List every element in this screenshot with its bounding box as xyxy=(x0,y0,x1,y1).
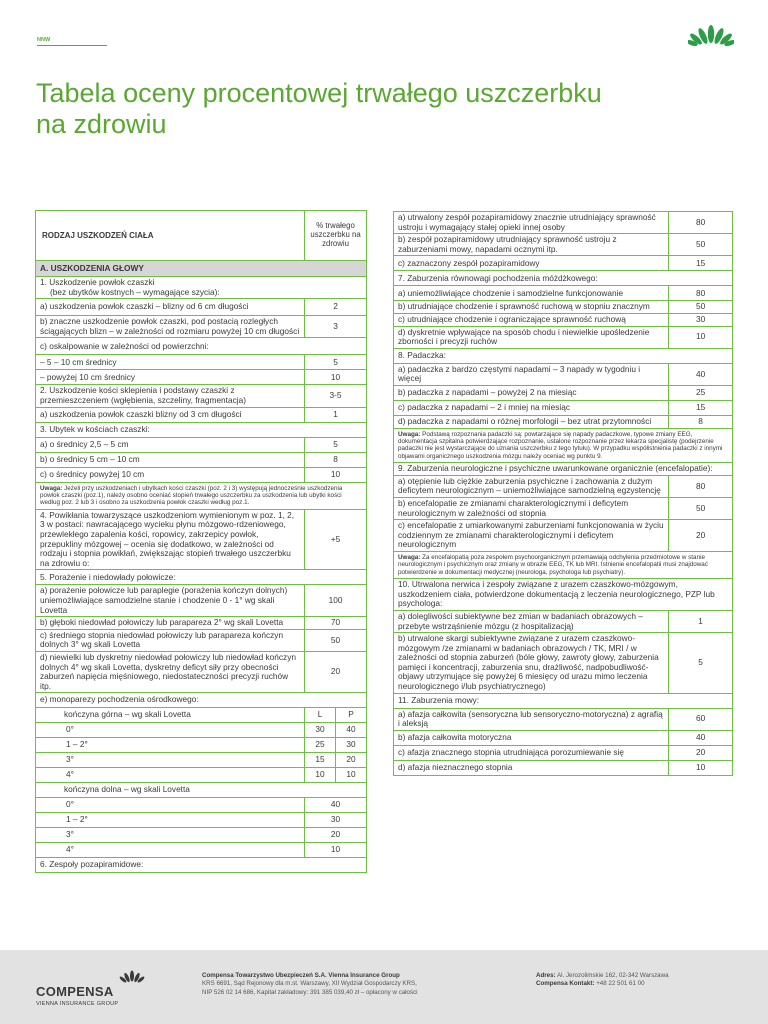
row-label: – 5 – 10 cm średnicy xyxy=(36,355,305,370)
row-label: 5. Porażenie i niedowłady połowicze: xyxy=(36,570,367,585)
degree-label: 3° xyxy=(36,828,305,843)
row-label: 10. Utrwalona nerwica i zespoły związane z urazem czaszkowo-mózgowym, uszkodzeniem ciała, potwierdzone dokumentacją z leczenia neurologicznego, PZP lub psychologa: xyxy=(394,579,733,611)
table-row: 1. Uszkodzenie powłok czaszki (bez ubytków kostnych – wymagające szycia): xyxy=(36,277,367,299)
compensa-flower-icon xyxy=(118,970,146,984)
section-heading: A. USZKODZENIA GŁOWY xyxy=(36,261,367,277)
row-label: 3. Ubytek w kościach czaszki: xyxy=(36,422,367,437)
row-label: 11. Zaburzenia mowy: xyxy=(394,693,733,708)
row-label: 7. Zaburzenia równowagi pochodzenia móżdżkowego: xyxy=(394,271,733,286)
note: Uwaga: Podstawą rozpoznania padaczki są: powtarzające się napady padaczkowe, typowe zmiany EEG, dokumentacja szpitalna potwierdzające rozpoznanie, ustalone rozpoznanie przez lekarza specjalistę (podejrzenie padaczki nie jest wystarczające do uznania uszczerbku z tego tytułu). W przypadku współistnienia padaczki z innymi objawami organicznego uszkodzenia mózgu należy oceniać wg punktu 9. xyxy=(394,428,733,463)
row-value: 70 xyxy=(305,617,367,630)
row-label: c) o średnicy powyżej 10 cm xyxy=(36,467,305,482)
value-right: 30 xyxy=(336,738,367,753)
degree-label: 1 – 2° xyxy=(36,738,305,753)
row-label: a) padaczka z bardzo częstymi napadami – 3 napady w tygodniu i więcej xyxy=(394,363,669,385)
header-rule xyxy=(37,45,107,46)
row-label: 2. Uszkodzenie kości sklepienia i podstawy czaszki z przemieszczeniem (wgłębienia, szczeliny, fragmentacja) xyxy=(36,385,305,407)
row-value: 10 xyxy=(669,326,733,348)
row-label: d) afazja nieznacznego stopnia xyxy=(394,760,669,775)
row-label: a) uniemożliwiające chodzenie i samodzielne funkcjonowanie xyxy=(394,286,669,301)
row-value: +5 xyxy=(305,509,367,570)
brand-name: COMPENSA xyxy=(36,984,114,999)
compensa-logo xyxy=(36,970,176,1010)
row-label: – powyżej 10 cm średnicy xyxy=(36,370,305,385)
row-value: 20 xyxy=(669,745,733,760)
page-title: Tabela oceny procentowej trwałego uszczerbku na zdrowiu xyxy=(36,78,602,139)
row-value: 5 xyxy=(669,633,733,694)
brand-subtitle: VIENNA INSURANCE GROUP xyxy=(36,1001,119,1007)
row-value: 80 xyxy=(669,475,733,497)
row-value: 15 xyxy=(669,400,733,415)
row-value: 25 xyxy=(669,385,733,400)
injury-table-left xyxy=(35,210,367,873)
degree-label: 4° xyxy=(36,768,305,783)
value-right: 40 xyxy=(336,723,367,738)
row-value: 50 xyxy=(669,301,733,314)
row-label: kończyna górna – wg skali Lovetta xyxy=(36,708,305,723)
row-label: a) dolegliwości subiektywne bez zmian w badaniach obrazowych – przebyte wstrząśnienie mózgu (z hospitalizacją) xyxy=(394,610,669,632)
row-label: b) o średnicy 5 cm – 10 cm xyxy=(36,452,305,467)
row-label: a) uszkodzenia powłok czaszki – blizny od 6 cm długości xyxy=(36,299,305,316)
company-name: Compensa Towarzystwo Ubezpieczeń S.A. Vienna Insurance Group xyxy=(202,972,400,979)
row-label: d) niewielki lub dyskretny niedowład połowiczy lub niedowład kończyn dolnych 4° wg skali Lovetta, dyskretny deficyt siły przy obecności zaburzeń napięcia mięśniowego, niedostateczności precyzji ruchów itp. xyxy=(36,651,305,692)
row-label: b) utrwalone skargi subiektywne związane z urazem czaszkowo-mózgowym /ze zmianami w badaniach obrazowych / TK, MRI / w zależności od stopnia zaburzeń (bóle głowy, zawroty głowy, zaburzenia pamięci i koncentracji, zaburzenia snu, drażliwość, nadpobudliwość-objawy utrzymujące się powyżej 6 miesięcy od urazu mimo leczenia neurologicznego i/lub psychiatrycznego) xyxy=(394,633,669,694)
column-header-injury: RODZAJ USZKODZEŃ CIAŁA xyxy=(36,211,305,261)
document-code: NNW xyxy=(37,37,51,43)
compensa-flower-icon xyxy=(688,24,734,48)
row-value: 2 xyxy=(305,299,367,316)
row-label: b) encefalopatie ze zmianami charakterologicznymi i deficytem neurologicznym w zależności od stopnia xyxy=(394,497,669,519)
row-value: 3-5 xyxy=(305,385,367,407)
row-value: 50 xyxy=(669,234,733,256)
row-label: kończyna dolna – wg skali Lovetta xyxy=(36,783,367,798)
row-value: 10 xyxy=(305,370,367,385)
row-label: b) głęboki niedowład połowiczy lub parapareza 2° wg skali Lovetta xyxy=(36,617,305,630)
row-value: 50 xyxy=(305,629,367,651)
row-label: 6. Zespoły pozapiramidowe: xyxy=(36,858,367,873)
row-label: 8. Padaczka: xyxy=(394,348,733,363)
row-value: 50 xyxy=(669,497,733,519)
row-label: b) padaczka z napadami – powyżej 2 na miesiąc xyxy=(394,385,669,400)
row-value: 20 xyxy=(305,828,367,843)
row-value: 10 xyxy=(305,467,367,482)
row-label: c) zaznaczony zespół pozapiramidowy xyxy=(394,256,669,271)
row-label: c) padaczka z napadami – 2 i mniej na miesiąc xyxy=(394,400,669,415)
row-label: a) uszkodzenia powłok czaszki blizny od 3 cm długości xyxy=(36,407,305,422)
row-label: 4. Powikłania towarzyszące uszkodzeniom wymienionym w poz. 1, 2, 3 w postaci: nawracającego wycieku płynu mózgowo-rdzeniowego, przewlekłego zapalenia kości, ropowicy, zakrzepicy powłok, przepukliny mózgowej – ocenia się dodatkowo, w zależności od rodzaju i stopnia powikłań, zwiększając stopień trwałego uszczerbku na zdrowiu o: xyxy=(36,509,305,570)
value-right: 10 xyxy=(336,768,367,783)
row-label: c) utrudniające chodzenie i ograniczające sprawność ruchową xyxy=(394,313,669,326)
column-header-right: P xyxy=(336,708,367,723)
row-value: 10 xyxy=(305,843,367,858)
row-value: 80 xyxy=(669,212,733,234)
row-label: a) utrwalony zespół pozapiramidowy znacznie utrudniający sprawność ustroju i wymagający stałej opieki innej osoby xyxy=(394,212,669,234)
row-label: a) porażenie połowicze lub paraplegie (porażenia kończyn dolnych) uniemożliwiające samodzielne stanie i chodzenie 0 - 1° wg skali Lovetta xyxy=(36,585,305,617)
row-label: b) utrudniające chodzenie i sprawność ruchową w stopniu znacznym xyxy=(394,301,669,314)
row-value: 60 xyxy=(669,708,733,730)
degree-label: 0° xyxy=(36,723,305,738)
address-line: Adres: Al. Jerozolimskie 162, 02-342 Warszawa xyxy=(536,972,669,979)
row-label: e) monoparezy pochodzenia ośrodkowego: xyxy=(36,693,367,708)
contact-line: Compensa Kontakt: +48 22 501 61 00 xyxy=(536,980,645,988)
row-value: 30 xyxy=(305,813,367,828)
row-value: 8 xyxy=(669,415,733,428)
value-left: 10 xyxy=(305,768,336,783)
row-label: b) afazja całkowita motoryczna xyxy=(394,730,669,745)
row-label: d) padaczka z napadami o różnej morfologii – bez utrat przytomności xyxy=(394,415,669,428)
degree-label: 3° xyxy=(36,753,305,768)
note: Uwaga: Jeżeli przy uszkodzeniach i ubytkach kości czaszki (poz. 2 i 3) występują jednocześnie uszkodzenia powłok czaszki (poz.1), należy osobno oceniać stopień trwałego uszczerbku za uszkodzenia lub ubytki kości według poz. 2 lub 3 i osobno za uszkodzenia powłok czaszki według poz.1. xyxy=(36,482,367,509)
injury-table-right xyxy=(393,211,733,776)
company-info xyxy=(202,972,502,997)
value-right: 20 xyxy=(336,753,367,768)
row-label: d) dyskretnie wpływające na sposób chodu i niewielkie upośledzenie zborności i precyzji ruchów xyxy=(394,326,669,348)
row-value: 40 xyxy=(669,363,733,385)
row-label: c) encefalopatie z umiarkowanymi zaburzeniami funkcjonowania w życiu codziennym ze zmianami charakterologicznymi i deficytem neurologicznym xyxy=(394,520,669,552)
contact-info xyxy=(536,972,756,989)
row-value: 40 xyxy=(669,730,733,745)
value-left: 15 xyxy=(305,753,336,768)
value-left: 30 xyxy=(305,723,336,738)
row-label: a) otępienie lub ciężkie zaburzenia psychiczne i zachowania z dużym deficytem neurologicznym – uniemożliwiające samodzielną egzystencję xyxy=(394,475,669,497)
row-value: 1 xyxy=(669,610,733,632)
note: Uwaga: Za encefalopatią poza zespołem psychoorganicznym przemawiają odchylenia przedmiotowe w stanie neurologicznym i psychicznym oraz zmiany w obrazie EEG, TK lub MRI. Istnienie encefalopatii musi znajdować potwierdzenie w dokumentacji medycznej (neurologa, psychologa lub psychiatry). xyxy=(394,551,733,578)
footer xyxy=(0,950,768,1024)
row-value: 20 xyxy=(305,651,367,692)
value-left: 25 xyxy=(305,738,336,753)
row-value: 5 xyxy=(305,355,367,370)
row-label: a) afazja całkowita (sensoryczna lub sensoryczno-motoryczna) z agrafią i aleksją xyxy=(394,708,669,730)
row-value: 40 xyxy=(305,798,367,813)
row-value: 3 xyxy=(305,316,367,338)
row-value: 80 xyxy=(669,286,733,301)
degree-label: 0° xyxy=(36,798,305,813)
row-value: 30 xyxy=(669,313,733,326)
row-value: 5 xyxy=(305,437,367,452)
row-value: 20 xyxy=(669,520,733,552)
column-header-left: L xyxy=(305,708,336,723)
row-value: 100 xyxy=(305,585,367,617)
degree-label: 4° xyxy=(36,843,305,858)
row-label: c) oskalpowanie w zależności od powierzchni: xyxy=(36,338,367,355)
company-tax: NIP 526 02 14 686, Kapitał zakładowy: 391 385 039,40 zł – opłacony w całości xyxy=(202,988,418,996)
row-label: b) zespół pozapiramidowy utrudniający sprawność ustroju z zaburzeniami mowy, napadami ocznymi itp. xyxy=(394,234,669,256)
company-registry: KRS 6691, Sąd Rejonowy dla m.st. Warszawy, XII Wydział Gospodarczy KRS, xyxy=(202,980,417,988)
column-header-percent: % trwałego uszczerbku na zdrowiu xyxy=(305,211,367,261)
row-value: 8 xyxy=(305,452,367,467)
row-label: 9. Zaburzenia neurologiczne i psychiczne uwarunkowane organicznie (encefalopatie): xyxy=(394,463,733,476)
degree-label: 1 – 2° xyxy=(36,813,305,828)
row-label: a) o średnicy 2,5 – 5 cm xyxy=(36,437,305,452)
row-label: c) średniego stopnia niedowład połowiczy lub parapareza kończyn dolnych 3° wg skali Lovetta xyxy=(36,629,305,651)
row-label: c) afazja znacznego stopnia utrudniająca porozumiewanie się xyxy=(394,745,669,760)
row-value: 10 xyxy=(669,760,733,775)
row-value: 15 xyxy=(669,256,733,271)
row-label: b) znaczne uszkodzenie powłok czaszki, pod postacią rozległych ściągających blizn – w zależności od rozmiaru powyżej 10 cm długości xyxy=(36,316,305,338)
row-value: 1 xyxy=(305,407,367,422)
